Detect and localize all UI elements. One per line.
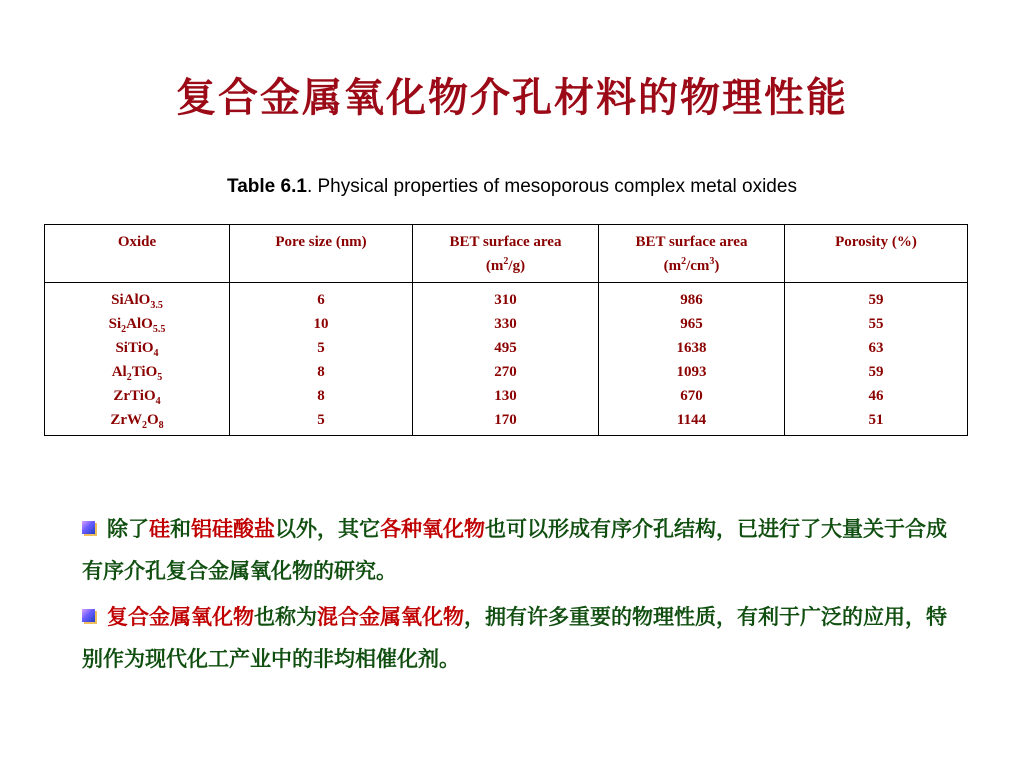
bullet-square-icon — [82, 609, 95, 622]
bullet-item — [82, 508, 962, 592]
header-pore-size: Pore size (nm) — [230, 225, 413, 283]
caption-text: . Physical properties of mesoporous complex metal oxides — [306, 176, 797, 197]
porosity-column — [785, 283, 968, 436]
table-cell-oxide: SiTiO$_4$ — [115, 340, 159, 359]
bet-cm3-column — [599, 283, 785, 436]
table-cell-pore: 5 — [317, 340, 325, 356]
table-data-row — [45, 283, 968, 436]
bullet-text: 除了 — [107, 516, 149, 541]
table-cell-oxide: $Si_2AlO_{5.5}$ — [108, 316, 166, 335]
table-cell-bet-g: 495 — [494, 340, 517, 356]
table-cell-porosity: 55 — [868, 316, 884, 332]
table-cell-bet-g: 170 — [494, 412, 517, 428]
highlight-text: 复合金属氧化物 — [107, 604, 254, 629]
table-cell-porosity: 59 — [868, 364, 884, 380]
header-bet-cm-unit: $(m^2/cm^3)$ — [663, 256, 720, 274]
table-cell-pore: 8 — [317, 388, 325, 404]
highlight-text: 各种氧化物 — [380, 516, 485, 541]
highlight-text: 铝硅酸盐 — [191, 516, 275, 541]
table-cell-oxide: $Al_2TiO_5$ — [111, 364, 163, 383]
bullet-text: 也可以形成有序介孔结构，已进行了大量关于合成有序介孔复合金属氧化物的研究。 — [82, 516, 947, 583]
header-bet-cm-line1: BET surface area — [635, 234, 748, 250]
table-cell-pore: 10 — [313, 316, 329, 332]
table-cell-porosity: 46 — [868, 388, 884, 404]
table-cell-pore: 8 — [317, 364, 325, 380]
table-header-row — [45, 225, 968, 283]
bullet-text: 也称为 — [254, 604, 317, 629]
highlight-text: 混合金属氧化物 — [317, 604, 464, 629]
header-bet-g-unit: $(m^2/g)$ — [485, 256, 526, 274]
bullet-list — [82, 508, 962, 684]
slide-title: 复合金属氧化物介孔材料的物理性能 — [176, 75, 848, 121]
table-cell-oxide: ZrTiO$_4$ — [113, 388, 161, 407]
bullet-text: 以外，其它 — [275, 516, 380, 541]
header-bet-g-line1: BET surface area — [449, 234, 562, 250]
table-cell-pore: 5 — [317, 412, 325, 428]
table-caption — [0, 176, 1024, 198]
header-oxide: Oxide — [45, 225, 230, 283]
table-cell-porosity: 59 — [868, 292, 884, 308]
table-cell-bet-g: 130 — [494, 388, 517, 404]
header-porosity: Porosity (%) — [785, 225, 968, 283]
table-cell-porosity: 51 — [868, 412, 884, 428]
table-cell-bet-g: 270 — [494, 364, 517, 380]
bet-g-column — [413, 283, 599, 436]
table-cell-oxide: $ZrW_2O_8$ — [110, 412, 164, 431]
table-cell-bet-cm3: 1093 — [676, 364, 707, 380]
oxide-column — [45, 283, 230, 436]
table-cell-pore: 6 — [317, 292, 325, 308]
table-cell-bet-g: 330 — [494, 316, 517, 332]
header-bet-per-cm3 — [599, 225, 785, 283]
table-cell-oxide: SiAlO$_{3.5}$ — [111, 292, 163, 311]
table-cell-bet-cm3: 1144 — [676, 412, 707, 428]
properties-table — [44, 224, 968, 436]
table-cell-porosity: 63 — [868, 340, 884, 356]
bullet-text: ，拥有许多重要的物理性质，有利于广泛的应用，特别作为现代化工产业中的非均相催化剂。 — [82, 604, 947, 671]
table-cell-bet-cm3: 1638 — [676, 340, 707, 356]
caption-label: Table 6.1 — [227, 176, 307, 197]
table-cell-bet-cm3: 986 — [680, 292, 703, 308]
bullet-square-icon — [82, 521, 95, 534]
table-cell-bet-cm3: 965 — [680, 316, 703, 332]
highlight-text: 硅 — [149, 516, 170, 541]
bullet-item — [82, 596, 962, 680]
table-cell-bet-cm3: 670 — [680, 388, 703, 404]
bullet-text: 和 — [170, 516, 191, 541]
table-cell-bet-g: 310 — [494, 292, 517, 308]
pore-column — [230, 283, 413, 436]
header-bet-per-gram — [413, 225, 599, 283]
